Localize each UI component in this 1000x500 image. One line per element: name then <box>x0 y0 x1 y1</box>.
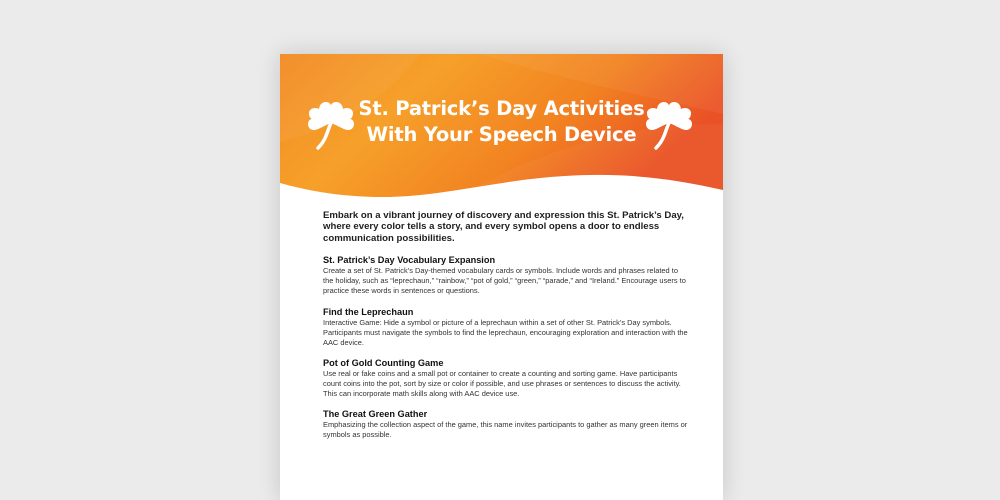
activity-section <box>323 255 688 296</box>
section-title: St. Patrick’s Day Vocabulary Expansion <box>323 255 496 266</box>
title-line-1: St. Patrick’s Day Activities <box>358 97 645 120</box>
section-title: Pot of Gold Counting Game <box>323 357 444 368</box>
page-content <box>323 210 688 450</box>
section-title: Find the Leprechaun <box>323 306 414 317</box>
shamrock-icon <box>646 98 692 152</box>
section-body: Interactive Game: Hide a symbol or picture of a leprechaun within a set of other St. Patrick’s Day symbols. Participants must navigate the symbols to find the leprechaun, encouraging exploration and interaction with the AAC device. <box>323 317 688 347</box>
intro-paragraph: Embark on a vibrant journey of discovery and expression this St. Patrick’s Day, where every color tells a story, and every symbol opens a door to endless communication possibilities. <box>323 210 684 244</box>
activity-section <box>323 307 688 348</box>
section-body: Emphasizing the collection aspect of the game, this name invites participants to gather as many green items or symbols as possible. <box>323 420 688 440</box>
section-title: The Great Green Gather <box>323 409 428 420</box>
document-page <box>280 54 723 500</box>
section-body: Use real or fake coins and a small pot or container to create a counting and sorting game. Have participants count coins into the pot, sort by size or color if possible, and use phrases or sentences to discuss the activity. This can incorporate math skills along with AAC device use. <box>323 368 681 398</box>
title-line-2: With Your Speech Device <box>366 123 637 146</box>
page-header <box>280 54 723 214</box>
activity-section <box>323 358 688 399</box>
activity-section <box>323 409 688 440</box>
section-body: Create a set of St. Patrick’s Day-themed vocabulary cards or symbols. Include words and phrases related to the holiday, such as “leprechaun,” “rainbow,” “pot of gold,” “green,” “parade,” and “Ireland.” Encourage users to practice these words in sentences or questions. <box>323 266 686 296</box>
